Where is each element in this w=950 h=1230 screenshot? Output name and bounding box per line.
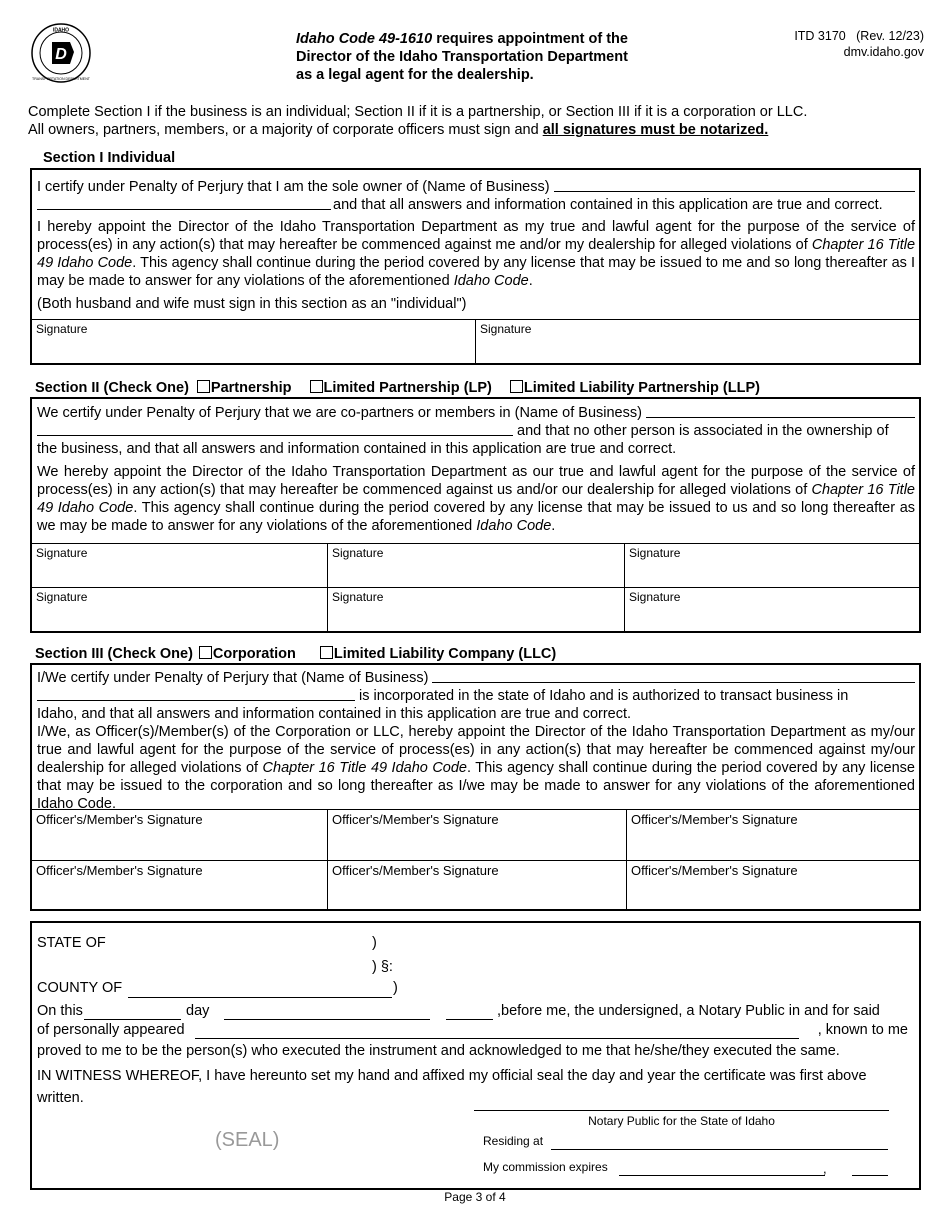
header-title: Idaho Code 49-1610 requires appointment of the Director of the Idaho Transportation Department as a legal agent for the dealership. — [296, 31, 628, 83]
signature-field[interactable]: Signature — [32, 320, 476, 364]
section-1-note: (Both husband and wife must sign in this section as an "individual") — [37, 296, 467, 312]
known-to-me-text: , known to me — [817, 1022, 908, 1038]
month-field[interactable] — [224, 1007, 430, 1020]
notary-signature-line[interactable] — [474, 1110, 889, 1111]
section-1-appoint: I hereby appoint the Director of the Idaho Transportation Department as my true and lawful agent for the purpose of the service of process(es) in any action(s) that may hereafter be commenced against me and/or my dealership for alleged violations of Chapter 16 Title 49 Idaho Code. This agency shall continue during the period covered by any license that may be issued to me and so long thereafter as I may be made to answer for any violations of the aforementioned Idaho Code. — [37, 219, 916, 289]
signature-field[interactable]: Signature — [32, 544, 328, 588]
notary-box — [30, 921, 921, 1190]
section-1-label: Section I Individual — [43, 150, 176, 166]
signature-field[interactable]: Signature — [328, 588, 625, 632]
itd-logo — [30, 22, 92, 84]
appeared-name-field[interactable] — [195, 1026, 799, 1039]
partnership-checkbox[interactable] — [197, 380, 210, 393]
section-3-certify: I/We certify under Penalty of Perjury that (Name of Business) is incorporated in the state of Idaho and is authorized to transact business in Idaho, and that all answers and information contained in this application are true and correct. — [32, 665, 919, 723]
corporation-name-field[interactable] — [432, 669, 915, 683]
section-2-signatures-row1 — [32, 543, 919, 588]
signature-field[interactable]: Signature — [328, 544, 625, 588]
witness-text: IN WITNESS WHEREOF, I have hereunto set my hand and affixed my official seal the day and year the certificate was first above written. — [37, 1068, 867, 1106]
form-id: ITD 3170 (Rev. 12/23) dmv.idaho.gov — [794, 29, 924, 59]
residing-at-label: Residing at — [483, 1134, 544, 1148]
lp-checkbox[interactable] — [310, 380, 323, 393]
seal-placeholder: (SEAL) — [215, 1129, 280, 1151]
page-number: Page 3 of 4 — [444, 1190, 506, 1204]
corporation-checkbox[interactable] — [199, 646, 212, 659]
section-1-signatures — [32, 319, 919, 364]
section-3-signatures-row1 — [32, 809, 919, 861]
state-of-label: STATE OF — [37, 935, 106, 951]
bracket: ) — [393, 980, 398, 996]
llp-checkbox[interactable] — [510, 380, 523, 393]
day-field[interactable] — [84, 1007, 181, 1020]
officer-signature-field[interactable]: Officer's/Member's Signature — [32, 861, 328, 910]
section-2-box — [30, 397, 921, 633]
signature-field[interactable]: Signature — [629, 590, 681, 604]
commission-label: My commission expires — [483, 1160, 608, 1174]
svg-text:IDAHO: IDAHO — [52, 27, 70, 34]
corporation-name-field-cont[interactable] — [37, 687, 355, 701]
notary-public-label: Notary Public for the State of Idaho — [588, 1114, 775, 1128]
section-3-label: Section III (Check One) Corporation Limited Liability Company (LLC) — [35, 646, 557, 662]
day-label: day — [186, 1003, 210, 1019]
section-1-box — [30, 168, 921, 365]
officer-signature-field[interactable]: Officer's/Member's Signature — [328, 810, 627, 861]
section-1-certify: I certify under Penalty of Perjury that I am the sole owner of (Name of Business) and that all answers and information contained in this application are true and correct. — [32, 170, 919, 214]
svg-text:D: D — [55, 46, 67, 63]
officer-signature-field[interactable]: Officer's/Member's Signature — [328, 861, 627, 910]
officer-signature-field[interactable]: Officer's/Member's Signature — [32, 810, 328, 861]
signature-field[interactable]: Signature — [480, 322, 532, 336]
partnership-name-field-cont[interactable] — [37, 422, 513, 436]
commission-date-field[interactable] — [619, 1161, 825, 1176]
section-2-signatures-row2 — [32, 587, 919, 632]
section-3-signatures-row2 — [32, 860, 919, 910]
officer-signature-field[interactable]: Officer's/Member's Signature — [631, 863, 798, 878]
svg-text:TRANSPORTATION DEPARTMENT: TRANSPORTATION DEPARTMENT — [32, 77, 90, 81]
proved-text: proved to me to be the person(s) who executed the instrument and acknowledged to me that he/she/they executed the same. — [37, 1043, 840, 1059]
instructions: Complete Section I if the business is an individual; Section II if it is a partnership, or Section III if it is a corporation or LLC. All owners, partners, members, or a majority of corporate officers must sign and all signatures must be notarized. — [28, 104, 808, 138]
county-field[interactable] — [128, 984, 392, 998]
county-of-label: COUNTY OF — [37, 980, 123, 996]
officer-signature-field[interactable]: Officer's/Member's Signature — [631, 812, 798, 827]
signature-field[interactable]: Signature — [629, 546, 681, 560]
section-2-label: Section II (Check One) Partnership Limited Partnership (LP) Limited Liability Partnership (LLP) — [35, 380, 760, 396]
before-me-text: ,before me, the undersigned, a Notary Public in and for said — [497, 1003, 880, 1019]
section-3-appoint: I/We, as Officer(s)/Member(s) of the Corporation or LLC, hereby appoint the Director of the Idaho Transportation Department as my/our true and lawful agent for the purpose of the service of process(es) in any action(s) that may hereafter be commenced against my/our dealership for alleged violations of Chapter 16 Title 49 Idaho Code. This agency shall continue during the period covered by any license that may be issued to the corporation and so long thereafter as I/we may be made to answer for any violations of the aforementioned Idaho Code. — [37, 724, 915, 812]
residing-at-field[interactable] — [551, 1135, 888, 1150]
partnership-name-field[interactable] — [646, 404, 915, 418]
commission-year-field[interactable] — [852, 1161, 888, 1176]
llc-checkbox[interactable] — [320, 646, 333, 659]
signature-field[interactable]: Signature — [32, 588, 328, 632]
bracket: ) — [372, 935, 377, 951]
on-this-label: On this — [37, 1003, 83, 1019]
bracket-section: ) §: — [372, 959, 393, 975]
section-2-certify: We certify under Penalty of Perjury that we are co-partners or members in (Name of Business) and that no other person is associated in the ownership of the business, and that all answers and information contained in this application are true and correct. — [32, 399, 919, 458]
personally-appeared-label: of personally appeared — [37, 1022, 185, 1038]
business-name-field[interactable] — [554, 178, 915, 192]
year-field[interactable] — [446, 1007, 493, 1020]
section-2-appoint: We hereby appoint the Director of the Idaho Transportation Department as our true and lawful agent for the purpose of the service of process(es) in any action(s) that may hereafter be commenced against us and/or our dealership for alleged violations of Chapter 16 Title 49 Idaho Code. This agency shall continue during the period covered by any license that may be issued to us and so long thereafter as we may be made to answer for any violations of the aforementioned Idaho Code. — [37, 464, 916, 534]
section-3-box — [30, 663, 921, 911]
business-name-field-cont[interactable] — [37, 196, 331, 210]
comma: , — [823, 1161, 827, 1176]
